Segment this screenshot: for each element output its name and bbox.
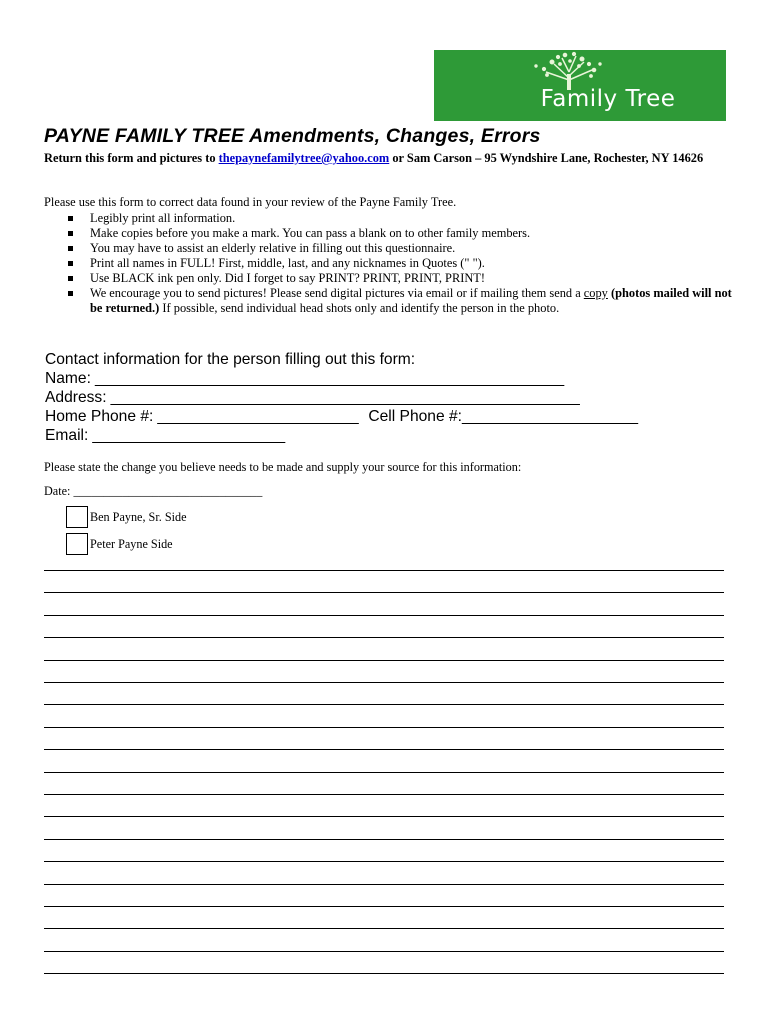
write-line[interactable]	[44, 951, 724, 952]
email-label: Email:	[45, 427, 89, 444]
cell-phone-field[interactable]: _____________________	[461, 408, 638, 425]
instructions-list	[44, 211, 734, 316]
copy-word: copy	[583, 286, 608, 300]
write-line[interactable]	[44, 816, 724, 817]
phone-row	[45, 407, 745, 426]
write-line[interactable]	[44, 794, 724, 795]
write-line[interactable]	[44, 839, 724, 840]
peter-payne-checkbox[interactable]	[66, 533, 88, 555]
logo-text: Family Tree	[540, 86, 676, 112]
write-line[interactable]	[44, 592, 724, 593]
email-link[interactable]: thepaynefamilytree@yahoo.com	[218, 151, 390, 165]
write-line[interactable]	[44, 704, 724, 705]
write-line[interactable]	[44, 570, 724, 571]
headshot-note: If possible, send individual head shots only and identify the person in the photo.	[159, 301, 560, 315]
write-line[interactable]	[44, 772, 724, 773]
cell-phone-label: Cell Phone #:	[368, 408, 462, 425]
contact-heading: Contact information for the person filling out this form:	[45, 351, 416, 368]
name-label: Name:	[45, 370, 91, 387]
photo-warning: (photos mailed will not be returned.)	[90, 286, 732, 315]
name-row	[45, 369, 745, 388]
list-item: Use BLACK ink pen only. Did I forget to say PRINT? PRINT, PRINT, PRINT!	[44, 271, 734, 286]
list-item	[44, 286, 734, 316]
list-item: You may have to assist an elderly relative in filling out this questionnaire.	[44, 241, 734, 256]
return-suffix: or Sam Carson – 95 Wyndshire Lane, Rochester, NY 14626	[389, 151, 704, 165]
address-field[interactable]: ________________________________________________________	[106, 389, 580, 406]
date-field[interactable]: _______________________________	[70, 484, 263, 498]
ben-payne-checkbox[interactable]	[66, 506, 88, 528]
list-item: Make copies before you make a mark. You can pass a blank on to other family members.	[44, 226, 734, 241]
return-instructions	[44, 151, 703, 166]
address-row	[45, 388, 745, 407]
list-item: Legibly print all information.	[44, 211, 734, 226]
write-line[interactable]	[44, 660, 724, 661]
write-line[interactable]	[44, 973, 724, 974]
date-label: Date:	[44, 484, 71, 498]
write-line[interactable]	[44, 637, 724, 638]
form-title: PAYNE FAMILY TREE Amendments, Changes, Errors	[44, 125, 541, 147]
write-line[interactable]	[44, 928, 724, 929]
peter-payne-label: Peter Payne Side	[90, 537, 173, 551]
family-tree-logo	[434, 50, 726, 121]
change-instructions: Please state the change you believe needs to be made and supply your source for this information:	[44, 460, 522, 474]
home-phone-label: Home Phone #:	[45, 408, 154, 425]
ben-payne-label: Ben Payne, Sr. Side	[90, 510, 187, 524]
write-line[interactable]	[44, 615, 724, 616]
name-field[interactable]: ________________________________________________________	[90, 370, 564, 387]
intro-text: Please use this form to correct data found in your review of the Payne Family Tree.	[44, 195, 457, 209]
email-row	[45, 426, 745, 445]
list-item: Print all names in FULL! First, middle, last, and any nicknames in Quotes (" ").	[44, 256, 734, 271]
return-prefix: Return this form and pictures to	[44, 151, 219, 165]
email-field[interactable]: _______________________	[88, 427, 285, 444]
write-line[interactable]	[44, 749, 724, 750]
picture-note: We encourage you to send pictures! Please send digital pictures via email or if mailing them send a	[90, 286, 584, 300]
date-row	[44, 484, 262, 499]
write-line[interactable]	[44, 884, 724, 885]
home-phone-field[interactable]: ________________________	[153, 408, 359, 425]
contact-section	[45, 350, 745, 445]
write-line[interactable]	[44, 682, 724, 683]
write-line[interactable]	[44, 906, 724, 907]
address-label: Address:	[45, 389, 107, 406]
write-line[interactable]	[44, 861, 724, 862]
write-line[interactable]	[44, 727, 724, 728]
